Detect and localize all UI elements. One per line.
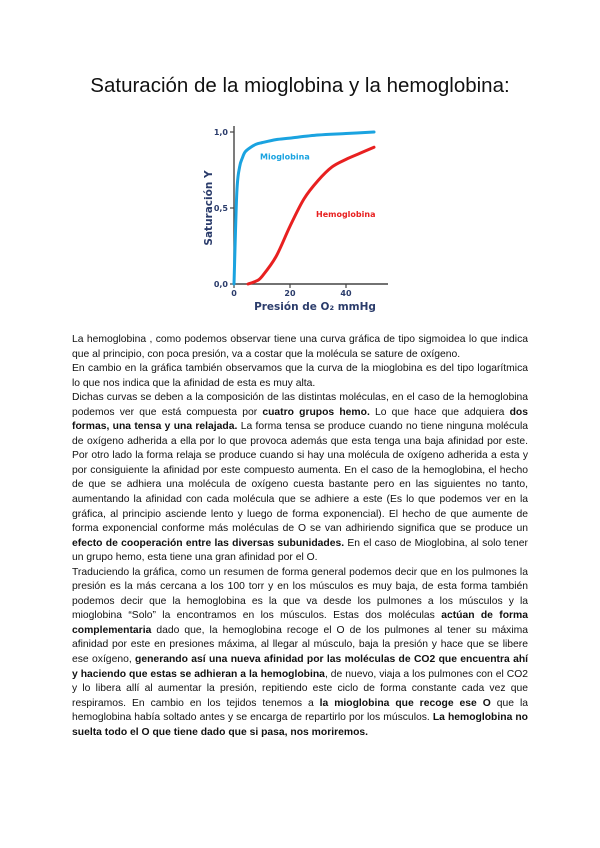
paragraph	[72, 391, 528, 566]
bold-text: La hemoglobina no suelta todo el O que tiene dado que si pasa, nos moriremos.	[72, 712, 528, 738]
body-text	[72, 333, 528, 740]
y-tick-label: 0,0	[213, 280, 228, 289]
text-run: Traduciendo la gráfica, como un resumen de forma general podemos decir que en los pulmones la presión es la más cercana a los 100 torr y en los músculos es muy baja, de esta forma también podemos decir que la hemoglobina es la que va desde los pulmones a los músculos y la mioglobina “Solo” la encontramos en los músculos. Estas dos moléculas	[72, 566, 528, 622]
text-run: La hemoglobina , como podemos observar tiene una curva gráfica de tipo sigmoidea lo que indica que al principio, con poca presión, va a costar que la molécula se sature de oxígeno.	[72, 334, 528, 360]
series-label: Mioglobina	[260, 152, 310, 162]
saturation-chart	[196, 112, 406, 317]
text-run: que la hemoglobina había soltado antes y se encarga de repartirlo por los músculos.	[72, 697, 528, 724]
y-tick-label: 1,0	[213, 128, 228, 137]
x-axis-label: Presión de O₂ mmHg	[254, 301, 376, 313]
chart-svg	[196, 112, 406, 317]
paragraph	[72, 333, 528, 362]
x-tick-label: 0	[231, 289, 237, 298]
bold-text: efecto de cooperación entre las diversas subunidades.	[72, 537, 345, 549]
paragraph	[72, 566, 528, 741]
bold-text: la mioglobina que recoge ese O	[319, 697, 491, 709]
text-run: Dichas curvas se deben a la composición de las distintas moléculas, en el caso de la hemoglobina podemos ver que está compuesta por	[72, 392, 528, 418]
text-run: En cambio en la gráfica también observamos que la curva de la mioglobina es del tipo logarítmica lo que nos indica que la afinidad de esta es muy alta.	[72, 363, 528, 389]
paragraph	[72, 362, 528, 391]
text-run: En el caso de Mioglobina, al solo tener un grupo hemo, esta tiene una gran afinidad por el O.	[72, 537, 528, 564]
series-label: Hemoglobina	[316, 210, 376, 220]
x-tick-label: 40	[340, 289, 352, 298]
bold-text: generando así una nueva afinidad por las moléculas de CO2 que encuentra ahí y haciendo que estas se adhieran a la hemoglobina	[72, 654, 529, 680]
bold-text: dos formas, una tensa y una relajada.	[72, 406, 528, 433]
y-axis-label: Saturación Y	[203, 170, 215, 246]
text-run: Lo que hace que adquiera	[369, 406, 510, 418]
y-tick-label: 0,5	[213, 204, 228, 213]
x-tick-label: 20	[284, 289, 296, 298]
text-run: La forma tensa se produce cuando no tiene ninguna molécula de oxígeno adherida a ella por lo que provoca además que esta tenga una baja afinidad por este. Por otro lado la forma relaja se produce cuando si hay una molécula de oxígeno adherida a esta y por consiguiente la afinidad por este compuesto aumenta. En el caso de la hemoglobina, el hecho de que se adhiera una molécula de oxígeno cuesta bastante pero en las siguientes no tanto, aumentando la afinidad con cada molécula que se adhiere a este (Es lo que podemos ver en la gráfica, al principio asciende lento y luego de forma exponencial). El hecho de que aumente de forma exponencial conforme más moléculas de O se van adhiriendo significa que se produce un	[72, 421, 529, 535]
text-run: dado que, la hemoglobina recoge el O de los pulmones al tener su máxima afinidad por este en presiones máxima, al llegar al músculo, baja la presión y hace que se libere ese oxígeno,	[72, 624, 528, 666]
text-run: , de nuevo, viaja a los pulmones con el CO2 y lo libera allí al aumentar la presión, repitiendo este ciclo de forma constante cada vez que respiramos. En cambio en los tejidos tenemos a	[72, 668, 528, 709]
bold-text: cuatro grupos hemo.	[262, 406, 370, 418]
bold-text: actúan de forma complementaria	[72, 610, 528, 636]
page-title: Saturación de la mioglobina y la hemoglobina:	[90, 74, 510, 97]
